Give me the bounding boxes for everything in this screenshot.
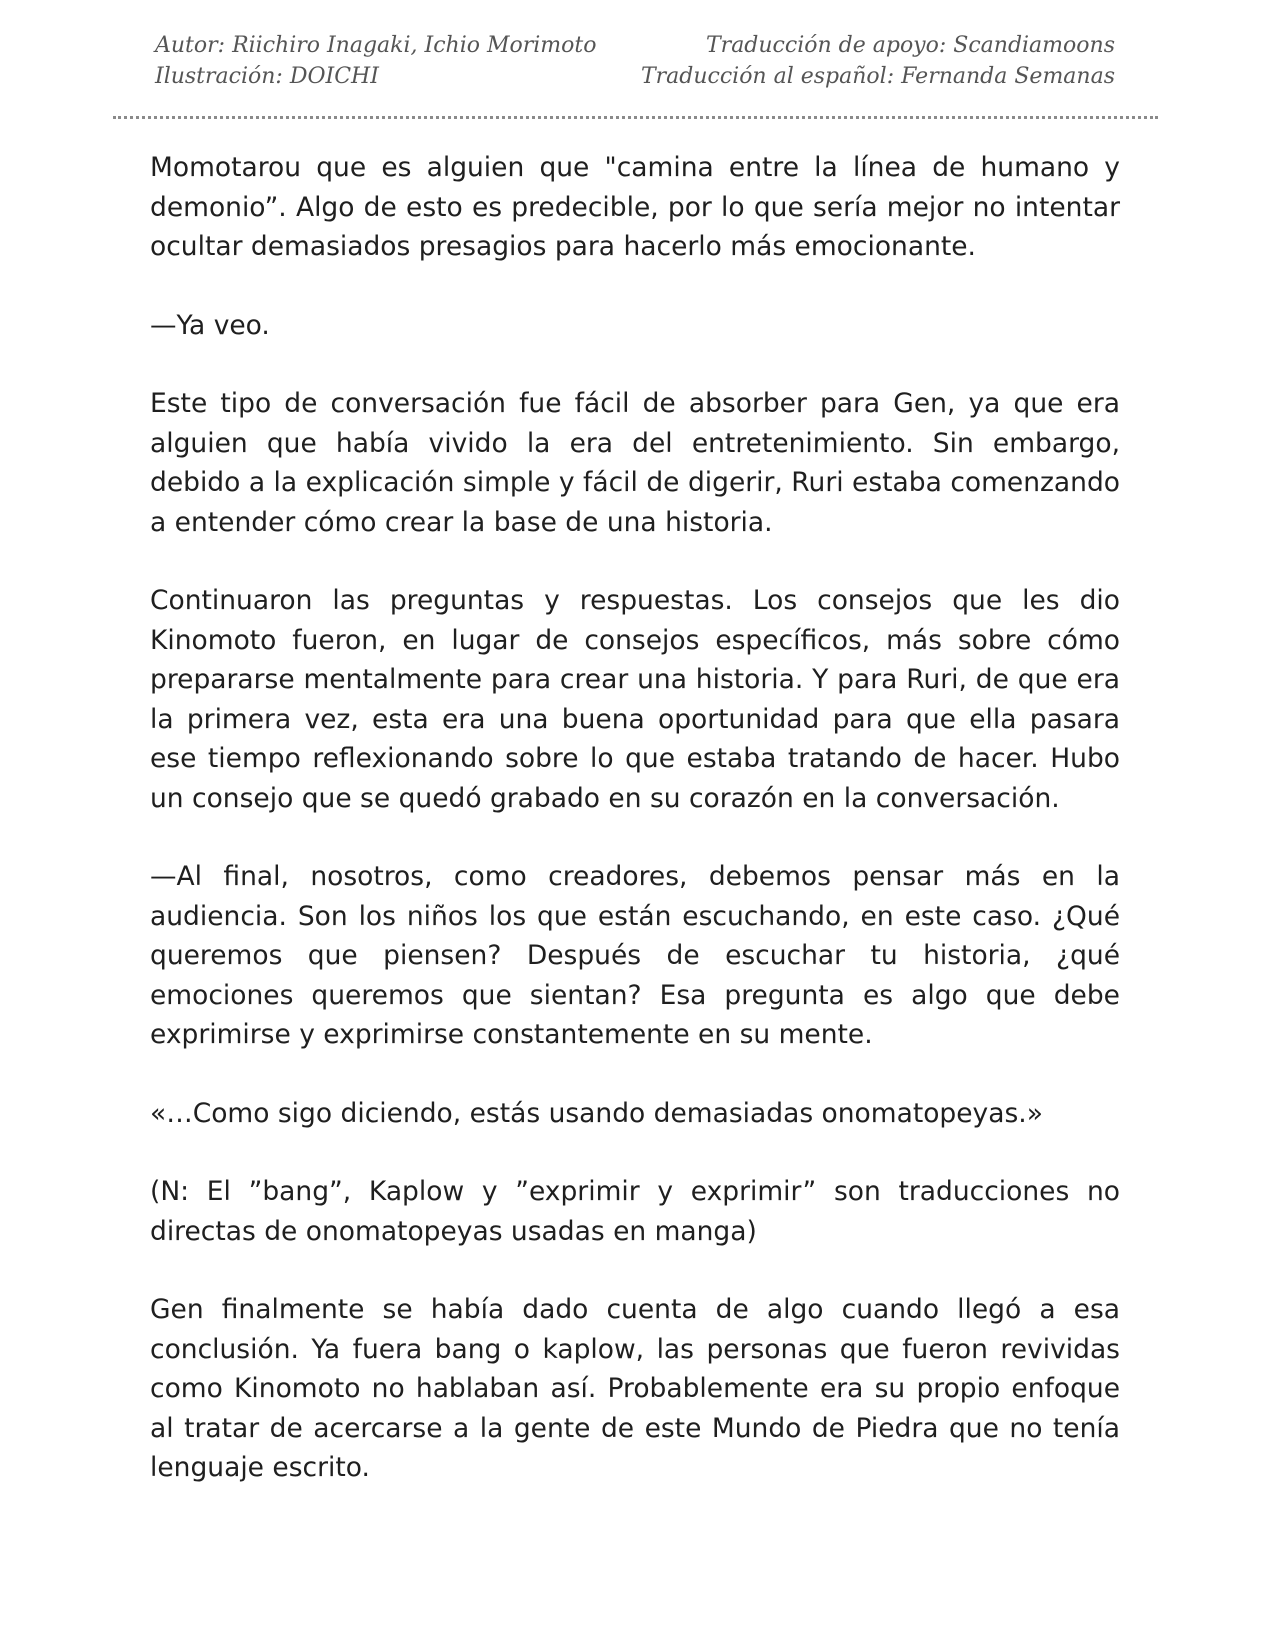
spanish-translation-credit: Traducción al español: Fernanda Semanas [640,64,1115,89]
paragraph: —Al final, nosotros, como creadores, debemos pensar más en la audiencia. Son los niños los que están escuchando, en este caso. ¿Qué queremos que piensen? Después de escuchar tu historia, ¿qué emociones queremos que sientan? Esa pregunta es algo que debe exprimirse y exprimirse constantemente en su mente. [150,861,1120,1050]
paragraph: Este tipo de conversación fue fácil de absorber para Gen, ya que era alguien que había vivido la era del entretenimiento. Sin embargo, debido a la explicación simple y fácil de digerir, Ruri estaba comenzando a entender cómo crear la base de una historia. [150,388,1120,538]
paragraph: Gen finalmente se había dado cuenta de algo cuando llegó a esa conclusión. Ya fuera bang o kaplow, las personas que fueron revividas como Kinomoto no hablaban así. Probablemente era su propio enfoque al tratar de acercarse a la gente de este Mundo de Piedra que no tenía lenguaje escrito. [150,1294,1120,1483]
author-credit: Autor: Riichiro Inagaki, Ichio Morimoto [155,33,597,58]
header-credits-right [641,30,1115,92]
paragraph: Momotarou que es alguien que "camina entre la línea de humano y demonio”. Algo de esto es predecible, por lo que sería mejor no intentar ocultar demasiados presagios para hacerlo más emocionante. [150,152,1120,262]
support-translation-credit: Traducción de apoyo: Scandiamoons [706,33,1115,58]
paragraph: —Ya veo. [150,309,270,341]
header-credits-left [155,30,596,92]
paragraph: «…Como sigo diciendo, estás usando demasiadas onomatopeyas.» [150,1097,1043,1129]
dotted-divider [113,116,1158,119]
illustration-credit: Ilustración: DOICHI [155,64,379,89]
paragraph: Continuaron las preguntas y respuestas. Los consejos que les dio Kinomoto fueron, en lugar de consejos específicos, más sobre cómo prepararse mentalmente para crear una historia. Y para Ruri, de que era la primera vez, esta era una buena oportunidad para que ella pasara ese tiempo reflexionando sobre lo que estaba tratando de hacer. Hubo un consejo que se quedó grabado en su corazón en la conversación. [150,585,1120,814]
body-text [150,148,1120,1527]
paragraph: (N: El ”bang”, Kaplow y ”exprimir y exprimir” son traducciones no directas de onomatopeyas usadas en manga) [150,1176,1120,1247]
